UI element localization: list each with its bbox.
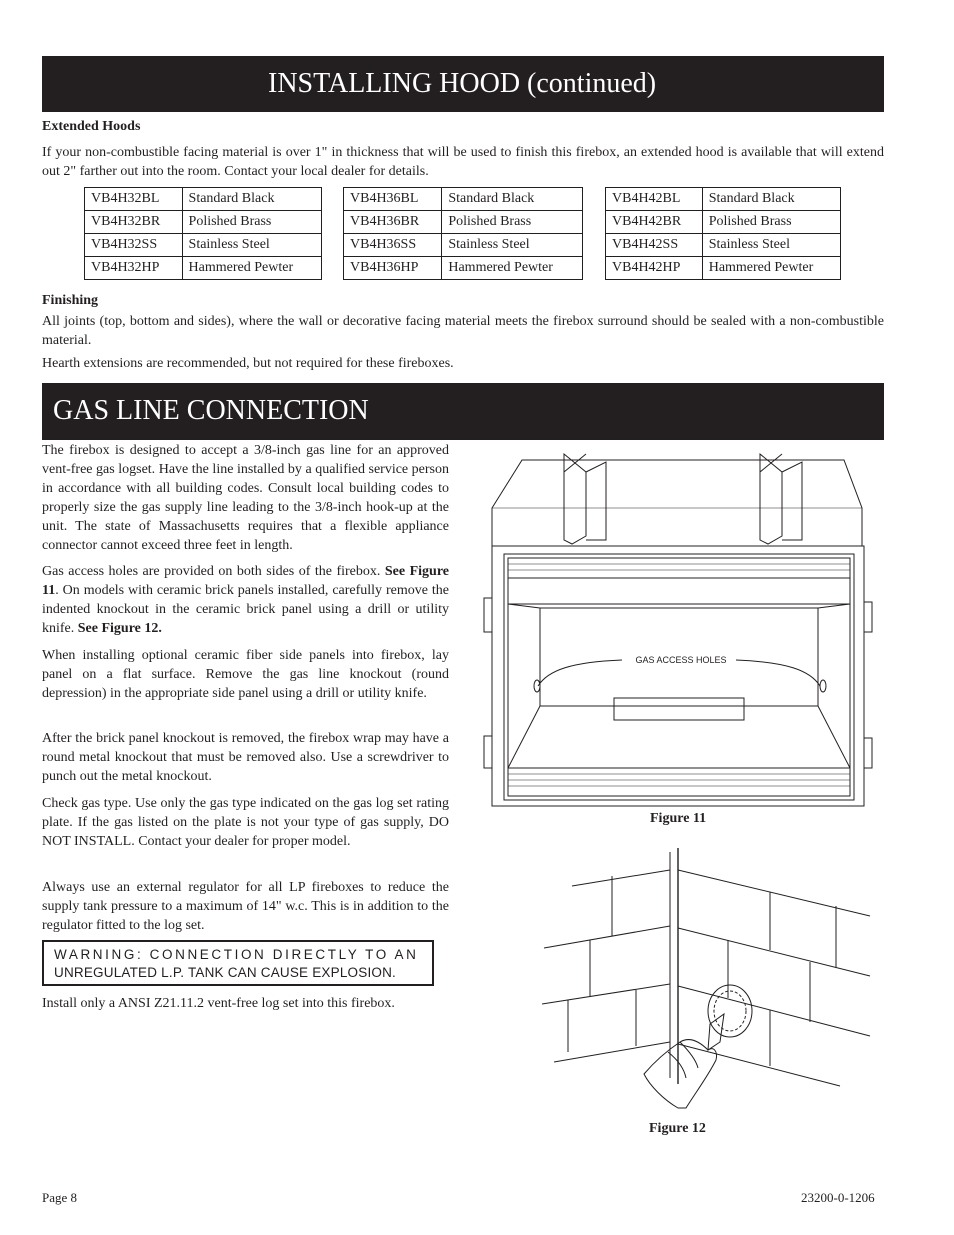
table-cell: Standard Black: [182, 188, 321, 211]
finishing-text-2: Hearth extensions are recommended, but not required for these fireboxes.: [42, 356, 454, 371]
gas-paragraph-3: When installing optional ceramic fiber side panels into firebox, lay panel on a flat surface. Remove the gas line knockout (round depression) in the appropriate side panel using a drill or utility knife.: [42, 648, 449, 701]
hood-table-42: [605, 187, 841, 280]
figure-11-firebox-drawing: [482, 448, 884, 808]
gas-paragraph-4: After the brick panel knockout is removed, the firebox wrap may have a round metal knockout that must be removed also. Use a screwdriver to punch out the metal knockout.: [42, 731, 449, 784]
table-cell: VB4H32BR: [85, 211, 183, 234]
table-cell: VB4H32SS: [85, 234, 183, 257]
gas-paragraph-5: Check gas type. Use only the gas type indicated on the gas log set rating plate. If the gas listed on the plate is not your type of gas supply, DO NOT INSTALL. Contact your dealer for proper model.: [42, 796, 449, 849]
figure-12-brick-knockout-drawing: [540, 846, 872, 1116]
gas-paragraph-6: Always use an external regulator for all LP fireboxes to reduce the supply tank pressure to a maximum of 14" w.c. This is in addition to the regulator fitted to the log set.: [42, 880, 449, 933]
table-cell: Hammered Pewter: [182, 257, 321, 280]
table-cell: Polished Brass: [442, 211, 583, 234]
section-title: INSTALLING HOOD (continued): [268, 68, 657, 99]
table-cell: VB4H42HP: [606, 257, 703, 280]
table-cell: Polished Brass: [702, 211, 840, 234]
table-cell: VB4H42BL: [606, 188, 703, 211]
section-banner-gas-line: [42, 383, 884, 440]
table-cell: Stainless Steel: [702, 234, 840, 257]
table-cell: Stainless Steel: [182, 234, 321, 257]
gas-paragraph-1: The firebox is designed to accept a 3/8-inch gas line for an approved vent-free gas logset. Have the line installed by a qualified service person in accordance with all building codes. Consult local building codes to properly size the gas supply line leading to the 3/8-inch hook-up at the unit. The state of Massachusetts requires that a flexible appliance connector cannot exceed three feet in length.: [42, 443, 449, 553]
table-cell: Stainless Steel: [442, 234, 583, 257]
table-cell: Standard Black: [702, 188, 840, 211]
warning-box: [42, 940, 434, 986]
table-cell: VB4H32HP: [85, 257, 183, 280]
extended-hoods-text: If your non-combustible facing material is over 1" in thickness that will be used to finish this firebox, an extended hood is available that will extend out 2" farther out into the room. Contact your local dealer for details.: [42, 145, 884, 179]
figure-11-caption: Figure 11: [650, 811, 707, 826]
section-title: GAS LINE CONNECTION: [53, 395, 369, 426]
table-cell: Hammered Pewter: [702, 257, 840, 280]
section-banner-installing-hood: [42, 56, 884, 112]
warning-line-1: WARNING: CONNECTION DIRECTLY TO AN: [54, 947, 419, 962]
hood-table-32: [84, 187, 322, 280]
gas-paragraph-2: [42, 562, 449, 638]
table-cell: VB4H36BL: [344, 188, 442, 211]
figure-reference: See Figure 11: [42, 564, 449, 598]
table-cell: Polished Brass: [182, 211, 321, 234]
extended-hoods-heading: Extended Hoods: [42, 119, 141, 134]
finishing-heading: Finishing: [42, 293, 99, 308]
hood-table-36: [343, 187, 583, 280]
warning-line-2: UNREGULATED L.P. TANK CAN CAUSE EXPLOSION.: [54, 965, 396, 980]
text-run: . On models with ceramic brick panels installed, carefully remove the indented knockout in the ceramic brick panel using a drill or utility knife.: [42, 583, 449, 636]
finishing-text-1: All joints (top, bottom and sides), where the wall or decorative facing material meets the firebox surround should be sealed with a non-combustible material.: [42, 314, 884, 348]
gas-paragraph-7: Install only a ANSI Z21.11.2 vent-free log set into this firebox.: [42, 996, 395, 1011]
table-cell: VB4H32BL: [85, 188, 183, 211]
table-cell: Standard Black: [442, 188, 583, 211]
figure-12-caption: Figure 12: [649, 1121, 706, 1136]
figure-reference: See Figure 12.: [77, 621, 162, 636]
table-cell: Hammered Pewter: [442, 257, 583, 280]
page-number: Page 8: [42, 1190, 78, 1205]
table-cell: VB4H36HP: [344, 257, 442, 280]
table-cell: VB4H42BR: [606, 211, 703, 234]
table-cell: VB4H36SS: [344, 234, 442, 257]
table-cell: VB4H36BR: [344, 211, 442, 234]
document-number: 23200-0-1206: [801, 1190, 875, 1205]
figure-11-label: GAS ACCESS HOLES: [635, 655, 727, 665]
table-cell: VB4H42SS: [606, 234, 703, 257]
text-run: Gas access holes are provided on both sides of the firebox.: [42, 564, 385, 579]
